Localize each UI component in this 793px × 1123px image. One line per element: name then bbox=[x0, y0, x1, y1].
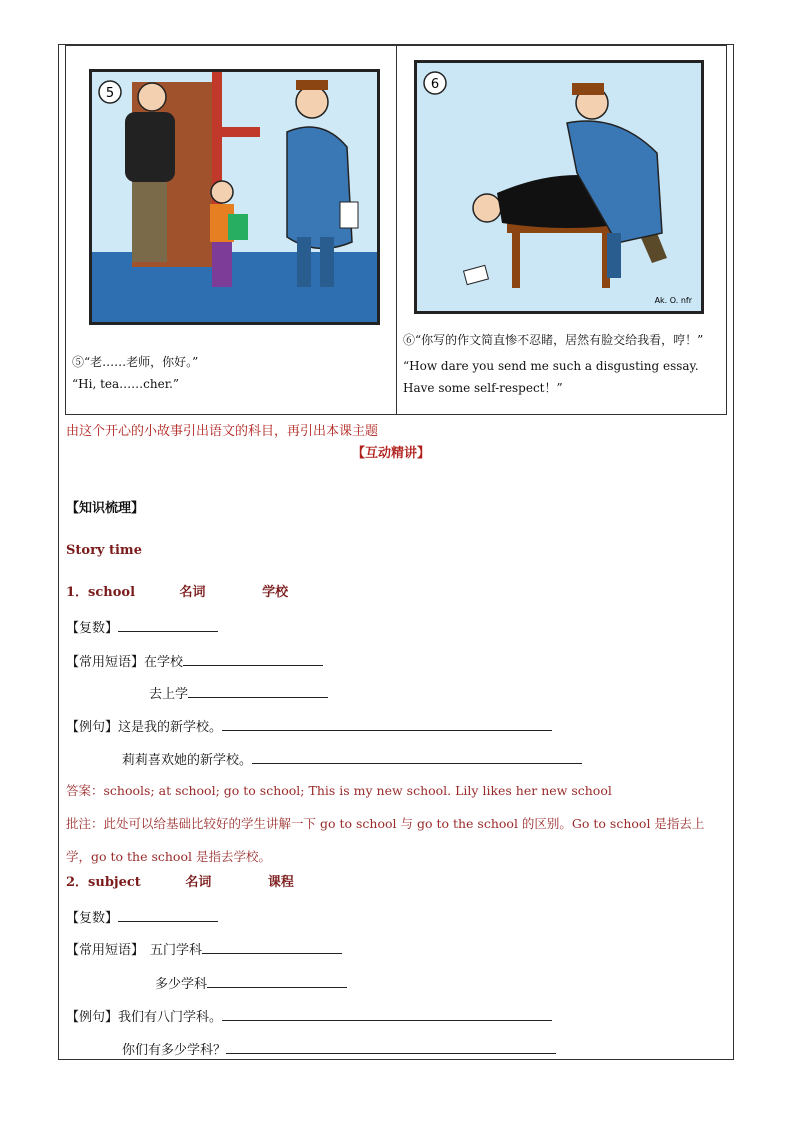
item2-word: 2．subject bbox=[66, 875, 141, 890]
item2-meaning: 课程 bbox=[267, 875, 294, 890]
item1-phrases-label: 【常用短语】 bbox=[66, 655, 145, 670]
item2-heading bbox=[66, 871, 294, 890]
man-head bbox=[138, 83, 166, 111]
teacher-leg-left bbox=[297, 237, 311, 287]
item1-example2: 莉莉喜欢她的新学校。 bbox=[122, 753, 253, 768]
item2-example1: 我们有八门学科。 bbox=[118, 1010, 223, 1025]
teacher-leg-right bbox=[320, 237, 334, 287]
item2-plural-label: 【复数】 bbox=[66, 911, 119, 926]
item2-pos: 名词 bbox=[185, 875, 212, 890]
item2-phrase2-blank[interactable] bbox=[207, 973, 347, 988]
item1-answer: 答案：schools; at school; go to school; This is my new school. Lily likes her new school bbox=[66, 783, 612, 798]
caption-6-cn: ⑥“你写的作文简直惨不忍睹，居然有脸交给我看，哼！” bbox=[403, 333, 704, 347]
artist-signature: Ak. O. nfr bbox=[654, 296, 692, 305]
item2-phrase-row-2 bbox=[155, 973, 347, 992]
caption-6-en: “How dare you send me such a disgusting essay. Have some self-respect！” bbox=[403, 359, 699, 395]
panel-number: 5 bbox=[105, 86, 115, 101]
panel-number: 6 bbox=[430, 77, 440, 92]
item1-plural-blank[interactable] bbox=[118, 617, 218, 632]
item2-example-row-2 bbox=[122, 1039, 556, 1058]
item1-example1-blank[interactable] bbox=[222, 716, 552, 731]
item2-example2-blank[interactable] bbox=[226, 1039, 556, 1054]
comic-panel-5 bbox=[89, 69, 380, 325]
item1-pos: 名词 bbox=[179, 585, 206, 600]
item2-plural-row bbox=[66, 907, 218, 926]
item2-example-label: 【例句】 bbox=[66, 1010, 119, 1025]
teacher-coat bbox=[287, 127, 352, 248]
item1-meaning: 学校 bbox=[262, 585, 289, 600]
intro-note: 由这个开心的小故事引出语文的科目，再引出本课主题 bbox=[66, 424, 379, 439]
item2-phrase2: 多少学科 bbox=[155, 977, 208, 992]
teacher-paper bbox=[340, 202, 358, 228]
desk-leg-left bbox=[512, 233, 520, 288]
item1-example-label: 【例句】 bbox=[66, 720, 119, 735]
item2-example1-blank[interactable] bbox=[222, 1006, 552, 1021]
item1-note-line-2: 学，go to the school 是指去学校。 bbox=[66, 849, 271, 864]
item2-phrase-row-1 bbox=[66, 939, 342, 958]
caption-5-cn: ⑤“老……老师，你好。” bbox=[72, 355, 199, 369]
item1-example2-blank[interactable] bbox=[252, 749, 582, 764]
comic-illustration-5 bbox=[92, 72, 377, 322]
item1-example-row-2 bbox=[122, 749, 582, 768]
item1-plural-row bbox=[66, 617, 218, 636]
section-title: 【互动精讲】 bbox=[352, 446, 431, 461]
door-sign bbox=[222, 127, 260, 137]
item1-note-line-1: 批注：此处可以给基础比较好的学生讲解一下 go to school 与 go to the school 的区别。Go to school 是指去上 bbox=[66, 816, 705, 831]
caption-panel-5 bbox=[72, 351, 390, 395]
item1-word: 1．school bbox=[66, 585, 136, 600]
teacher-hat bbox=[296, 80, 328, 90]
item2-plural-blank[interactable] bbox=[118, 907, 218, 922]
item2-example-row-1 bbox=[66, 1006, 552, 1025]
item1-phrase2-blank[interactable] bbox=[188, 683, 328, 698]
man-jacket bbox=[125, 112, 175, 182]
caption-panel-6 bbox=[403, 329, 721, 399]
man-trousers bbox=[132, 182, 167, 262]
dropped-paper bbox=[464, 265, 489, 284]
caption-5-en: “Hi, tea……cher.” bbox=[72, 377, 180, 391]
subsection-title: 【知识梳理】 bbox=[66, 501, 145, 516]
item1-example-row-1 bbox=[66, 716, 552, 735]
comic-illustration-6 bbox=[417, 63, 701, 311]
item1-phrase-row-2 bbox=[149, 683, 328, 702]
item1-plural-label: 【复数】 bbox=[66, 621, 119, 636]
item2-example2: 你们有多少学科？ bbox=[122, 1043, 227, 1058]
teacher-head bbox=[296, 86, 328, 118]
comic-divider bbox=[396, 45, 397, 415]
item1-phrase-row-1 bbox=[66, 651, 323, 670]
bent-man-head bbox=[473, 194, 501, 222]
item1-phrase1: 在学校 bbox=[144, 655, 184, 670]
teacher-hat bbox=[572, 83, 604, 95]
boy-pants bbox=[212, 242, 232, 287]
item1-example1: 这是我的新学校。 bbox=[118, 720, 223, 735]
boy-head bbox=[211, 181, 233, 203]
item2-phrases-label: 【常用短语】 bbox=[66, 943, 145, 958]
item2-phrase1-blank[interactable] bbox=[202, 939, 342, 954]
comic-panel-6 bbox=[414, 60, 704, 314]
teacher-leg bbox=[607, 233, 621, 278]
item1-heading bbox=[66, 581, 288, 600]
item1-phrase2: 去上学 bbox=[149, 687, 189, 702]
story-time-heading: Story time bbox=[66, 543, 142, 558]
item1-phrase1-blank[interactable] bbox=[183, 651, 323, 666]
item2-phrase1: 五门学科 bbox=[150, 943, 203, 958]
boy-book bbox=[228, 214, 248, 240]
